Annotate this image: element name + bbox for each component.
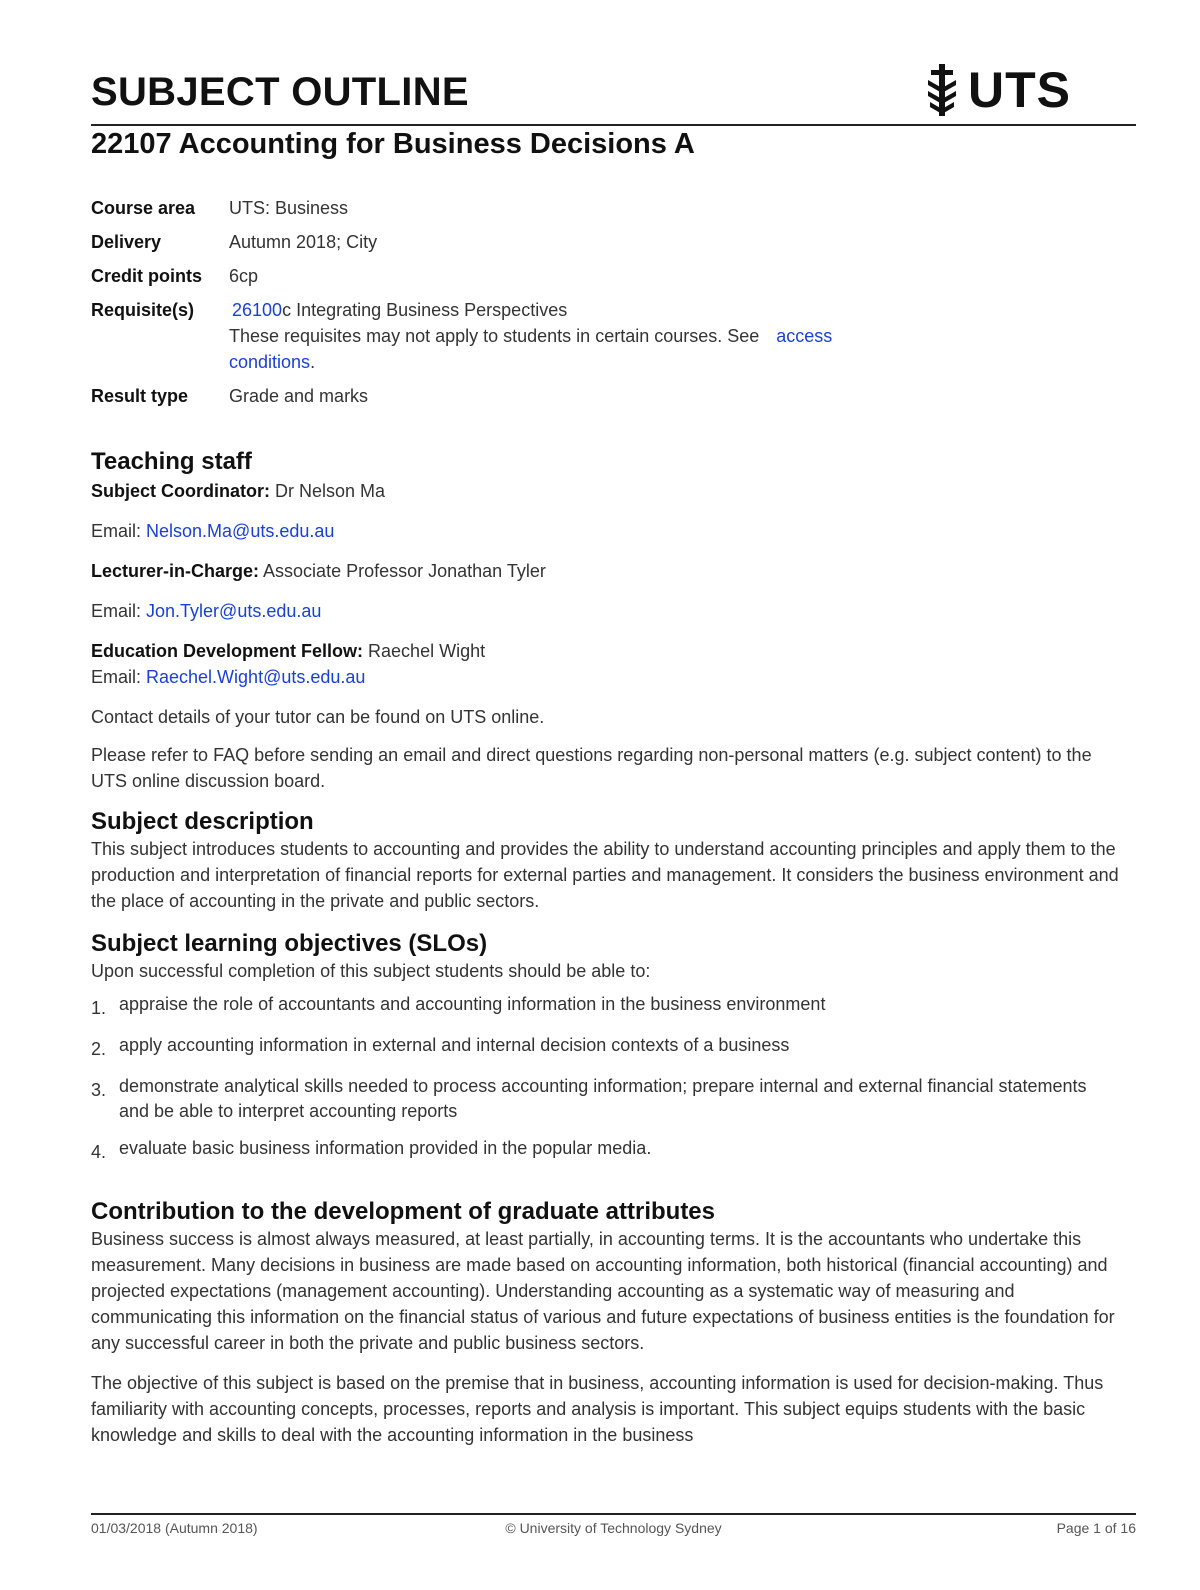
meta-value: Grade and marks xyxy=(229,386,369,406)
meta-label: Requisite(s) xyxy=(91,300,195,320)
access-conditions-link-2[interactable]: conditions xyxy=(229,352,311,372)
coordinator-email-link[interactable]: Nelson.Ma@uts.edu.au xyxy=(146,521,335,541)
meta-label: Course area xyxy=(91,198,196,218)
faq-note: Please refer to FAQ before sending an email and direct questions regarding non-personal matters (e.g. subject content) to the UTS online discussion board. xyxy=(91,745,1092,791)
footer-copyright: © University of Technology Sydney xyxy=(505,1520,722,1536)
list-item: 2. apply accounting information in external and internal decision contexts of a business xyxy=(91,1035,790,1059)
teaching-staff-section xyxy=(91,448,1131,794)
meta-row-requisites xyxy=(91,297,832,375)
subject-title: 22107 Accounting for Business Decisions A xyxy=(91,128,695,160)
coordinator-line: Subject Coordinator: Dr Nelson Ma xyxy=(91,481,386,501)
meta-value: Autumn 2018; City xyxy=(229,232,378,252)
teaching-staff-heading: Teaching staff xyxy=(91,448,252,475)
graduate-attributes-heading: Contribution to the development of graduate attributes xyxy=(91,1198,715,1225)
lecturer-email-link[interactable]: Jon.Tyler@uts.edu.au xyxy=(146,601,322,621)
page-title: SUBJECT OUTLINE xyxy=(91,70,469,114)
document-page xyxy=(91,0,1136,1590)
footer-page-number: Page 1 of 16 xyxy=(1056,1520,1136,1536)
subject-description-body: This subject introduces students to accounting and provides the ability to understand accounting principles and apply them to the production and interpretation of financial reports for external parties and management. It considers the business environment and the place of accounting in the private and public sectors. xyxy=(91,839,1119,911)
requisite-end: . xyxy=(310,352,316,372)
subject-description-heading: Subject description xyxy=(91,808,314,835)
meta-row-result-type xyxy=(91,383,832,409)
footer-divider xyxy=(91,1513,1136,1515)
fellow-email-line: Email: Raechel.Wight@uts.edu.au xyxy=(91,667,366,687)
tutor-note: Contact details of your tutor can be found on UTS online. xyxy=(91,707,545,727)
requisite-code-link[interactable]: 26100 xyxy=(232,300,283,320)
uts-logo xyxy=(924,60,1094,120)
subject-meta-table xyxy=(91,195,832,417)
meta-label: Credit points xyxy=(91,266,202,286)
meta-value: UTS: Business xyxy=(229,198,349,218)
header-divider xyxy=(91,124,1136,126)
requisite-name: c Integrating Business Perspectives xyxy=(282,300,568,320)
access-conditions-link[interactable]: access xyxy=(776,326,833,346)
uts-logo-text: UTS xyxy=(968,62,1071,118)
meta-value: 6cp xyxy=(229,266,259,286)
subject-description-section xyxy=(91,808,1131,914)
lecturer-email-line: Email: Jon.Tyler@uts.edu.au xyxy=(91,601,322,621)
list-item: 1. appraise the role of accountants and accounting information in the business environment xyxy=(91,994,826,1018)
fellow-line: Education Development Fellow: Raechel Wight xyxy=(91,641,486,661)
meta-row-credit-points xyxy=(91,263,832,289)
coordinator-email-line: Email: Nelson.Ma@uts.edu.au xyxy=(91,521,335,541)
slo-heading: Subject learning objectives (SLOs) xyxy=(91,930,488,957)
graduate-attributes-section xyxy=(91,1198,1131,1448)
lecturer-line: Lecturer-in-Charge: Associate Professor Jonathan Tyler xyxy=(91,561,546,581)
list-item: 3. demonstrate analytical skills needed to process accounting information; prepare internal and external financial statements and be able to interpret accounting reports xyxy=(91,1076,1087,1121)
meta-label: Result type xyxy=(91,386,189,406)
meta-label: Delivery xyxy=(91,232,162,252)
list-item: 4. evaluate basic business information provided in the popular media. xyxy=(91,1138,652,1162)
uts-crest-icon xyxy=(924,62,960,118)
slo-intro: Upon successful completion of this subject students should be able to: xyxy=(91,961,651,981)
footer-date: 01/03/2018 (Autumn 2018) xyxy=(91,1520,258,1536)
requisite-note: These requisites may not apply to students in certain courses. See xyxy=(229,326,765,346)
graduate-para-2: The objective of this subject is based on the premise that in business, accounting information is used for decision-making. Thus familiarity with accounting concepts, processes, reports and analysis is important. This subject equips students with the basic knowledge and skills to deal with the accounting information in the business xyxy=(91,1373,1104,1445)
meta-value xyxy=(229,297,832,375)
meta-row-delivery xyxy=(91,229,832,255)
meta-row-course-area xyxy=(91,195,832,221)
slo-list xyxy=(91,992,1131,1165)
fellow-email-link[interactable]: Raechel.Wight@uts.edu.au xyxy=(146,667,366,687)
slo-section xyxy=(91,930,1131,1177)
graduate-para-1: Business success is almost always measured, at least partially, in accounting terms. It is the accountants who undertake this measurement. Many decisions in business are made based on accounting information, both historical (financial accounting) and projected expectations (management accounting). Understanding accounting as a systematic way of measuring and communicating this information on the financial status of various and future expectations of business entities is the foundation for any successful career in both the private and public business sectors. xyxy=(91,1229,1115,1353)
